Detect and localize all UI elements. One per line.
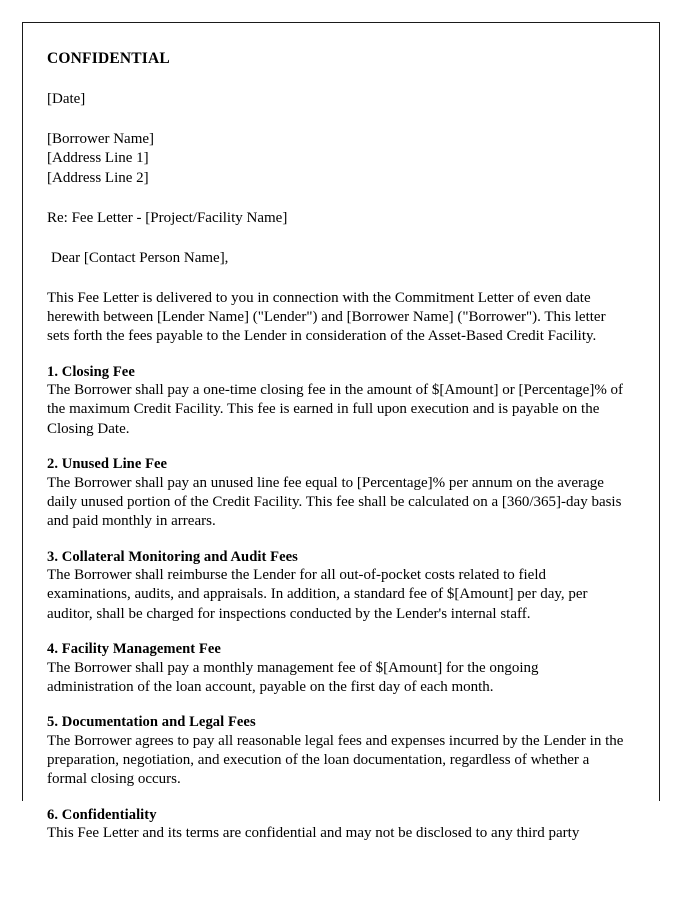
spacer — [47, 68, 631, 90]
recipient-address-block — [47, 130, 631, 189]
section-heading: 5. Documentation and Legal Fees — [47, 714, 256, 731]
section-confidentiality — [47, 806, 631, 844]
section-body: The Borrower agrees to pay all reasonable legal fees and expenses incurred by the Lender in the preparation, negotiation, and execution of the loan documentation, regardless of whether a formal closing occurs. — [47, 732, 624, 788]
confidential-marker: CONFIDENTIAL — [47, 50, 170, 67]
section-unused-line-fee — [47, 455, 631, 531]
section-closing-fee — [47, 363, 631, 439]
document-body — [47, 45, 631, 844]
section-body: The Borrower shall pay an unused line fee equal to [Percentage]% per annum on the average daily unused portion of the Credit Facility. This fee shall be calculated on a [360/365]-day basis and paid monthly in arrears. — [47, 474, 622, 530]
section-body: This Fee Letter and its terms are confidential and may not be disclosed to any third party — [47, 825, 580, 842]
recipient-address-line-1: [Address Line 1] — [47, 150, 149, 167]
section-collateral-monitoring-and-audit-fees — [47, 548, 631, 624]
section-heading: 6. Confidentiality — [47, 806, 157, 823]
spacer — [47, 188, 631, 209]
recipient-name: [Borrower Name] — [47, 130, 155, 147]
section-heading: 4. Facility Management Fee — [47, 641, 221, 657]
section-heading: 2. Unused Line Fee — [47, 456, 168, 473]
spacer — [47, 109, 631, 130]
spacer — [47, 268, 631, 289]
section-heading: 1. Closing Fee — [47, 363, 135, 380]
section-heading: 3. Collateral Monitoring and Audit Fees — [47, 548, 298, 565]
recipient-address-line-2: [Address Line 2] — [47, 169, 149, 186]
section-body: The Borrower shall reimburse the Lender for all out-of-pocket costs related to field examinations, audits, and appraisals. In addition, a standard fee of $[Amount] per day, per auditor, shall be charged for inspections conducted by the Lender's internal staff. — [47, 567, 588, 622]
date-placeholder: [Date] — [47, 91, 86, 108]
section-body: The Borrower shall pay a monthly management fee of $[Amount] for the ongoing administration of the loan account, payable on the first day of each month. — [47, 659, 539, 695]
subject-line: Re: Fee Letter - [Project/Facility Name] — [47, 210, 288, 227]
intro-paragraph: This Fee Letter is delivered to you in connection with the Commitment Letter of even date herewith between [Lender Name] ("Lender") and [Borrower Name] ("Borrower"). This letter sets forth the fees payable to the Lender in consideration of the Asset-Based Credit Facility. — [47, 289, 606, 345]
spacer — [47, 228, 631, 249]
section-body: The Borrower shall pay a one-time closing fee in the amount of $[Amount] or [Percentage]% of the maximum Credit Facility. This fee is earned in full upon execution and is payable on the Closing Date. — [47, 382, 624, 437]
document-page — [22, 22, 660, 842]
salutation: Dear [Contact Person Name], — [51, 250, 229, 267]
section-documentation-and-legal-fees — [47, 713, 631, 789]
section-facility-management-fee — [47, 640, 631, 697]
